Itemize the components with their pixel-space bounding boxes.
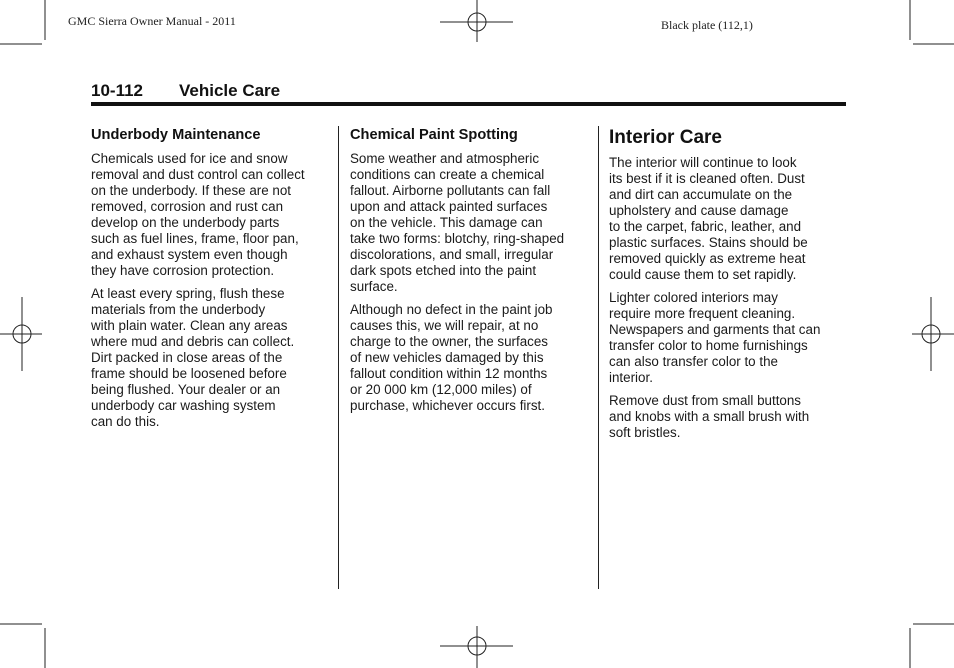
page-header xyxy=(91,80,846,106)
line: underbody car washing system xyxy=(91,398,276,413)
line: with plain water. Clean any areas xyxy=(91,318,288,333)
column-divider xyxy=(338,126,339,589)
line: where mud and debris can collect. xyxy=(91,334,295,349)
line: or 20 000 km (12,000 miles) of xyxy=(350,382,532,397)
line: can also transfer color to the xyxy=(609,354,778,369)
line: and dirt can accumulate on the xyxy=(609,187,793,202)
line: Dirt packed in close areas of the xyxy=(91,350,283,365)
paragraph xyxy=(609,393,844,441)
line: dark spots etched into the paint xyxy=(350,263,537,278)
print-slug-title: GMC Sierra Owner Manual - 2011 xyxy=(68,14,236,28)
line: could cause them to set rapidly. xyxy=(609,267,797,282)
line: take two forms: blotchy, ring-shaped xyxy=(350,231,565,246)
line: can do this. xyxy=(91,414,160,429)
line: fallout. Airborne pollutants can fall xyxy=(350,183,551,198)
line: surface. xyxy=(350,279,398,294)
paragraph xyxy=(91,286,331,430)
line: of new vehicles damaged by this xyxy=(350,350,544,365)
line: Remove dust from small buttons xyxy=(609,393,802,408)
line: Some weather and atmospheric xyxy=(350,151,540,166)
line: removed quickly as extreme heat xyxy=(609,251,806,266)
line: upon and attack painted surfaces xyxy=(350,199,548,214)
line: they have corrosion protection. xyxy=(91,263,275,278)
paragraph xyxy=(91,151,331,279)
line: The interior will continue to look xyxy=(609,155,797,170)
line: causes this, we will repair, at no xyxy=(350,318,539,333)
line: such as fuel lines, frame, floor pan, xyxy=(91,231,299,246)
paragraph xyxy=(350,151,590,295)
line: being flushed. Your dealer or an xyxy=(91,382,281,397)
column-interior-care xyxy=(609,126,844,448)
line: removed, corrosion and rust can xyxy=(91,199,284,214)
line: materials from the underbody xyxy=(91,302,266,317)
line: Newspapers and garments that can xyxy=(609,322,821,337)
paragraph xyxy=(350,302,590,414)
line: interior. xyxy=(609,370,653,385)
registration-target-bottom xyxy=(440,626,513,668)
line: charge to the owner, the surfaces xyxy=(350,334,549,349)
line: plastic surfaces. Stains should be xyxy=(609,235,808,250)
registration-target-top xyxy=(440,0,513,42)
line: purchase, whichever occurs first. xyxy=(350,398,545,413)
section-title: Vehicle Care xyxy=(179,81,281,100)
line: soft bristles. xyxy=(609,425,681,440)
line: Chemicals used for ice and snow xyxy=(91,151,288,166)
line: discolorations, and small, irregular xyxy=(350,247,554,262)
line: require more frequent cleaning. xyxy=(609,306,796,321)
line: Although no defect in the paint job xyxy=(350,302,553,317)
line: frame should be loosened before xyxy=(91,366,287,381)
line: removal and dust control can collect xyxy=(91,167,305,182)
paragraph xyxy=(609,290,844,386)
column-divider xyxy=(598,126,599,589)
line: fallout condition within 12 months xyxy=(350,366,548,381)
line: develop on the underbody parts xyxy=(91,215,280,230)
line: and knobs with a small brush with xyxy=(609,409,810,424)
paragraph xyxy=(609,155,844,283)
line: conditions can create a chemical xyxy=(350,167,545,182)
line: transfer color to home furnishings xyxy=(609,338,808,353)
column-chemical-paint-spotting xyxy=(350,126,590,421)
line: and exhaust system even though xyxy=(91,247,288,262)
line: on the vehicle. This damage can xyxy=(350,215,543,230)
registration-target-right xyxy=(912,297,954,371)
line: to the carpet, fabric, leather, and xyxy=(609,219,802,234)
print-slug-plate: Black plate (112,1) xyxy=(661,18,753,32)
line: its best if it is cleaned often. Dust xyxy=(609,171,805,186)
line: At least every spring, flush these xyxy=(91,286,285,301)
interior-heading: Interior Care xyxy=(609,127,722,148)
underbody-heading: Underbody Maintenance xyxy=(91,127,261,143)
column-underbody-maintenance xyxy=(91,126,331,437)
line: upholstery and cause damage xyxy=(609,203,789,218)
registration-target-left xyxy=(0,297,42,371)
line: on the underbody. If these are not xyxy=(91,183,292,198)
page-number: 10-112 xyxy=(91,81,143,100)
chemical-heading: Chemical Paint Spotting xyxy=(350,127,518,143)
line: Lighter colored interiors may xyxy=(609,290,778,305)
